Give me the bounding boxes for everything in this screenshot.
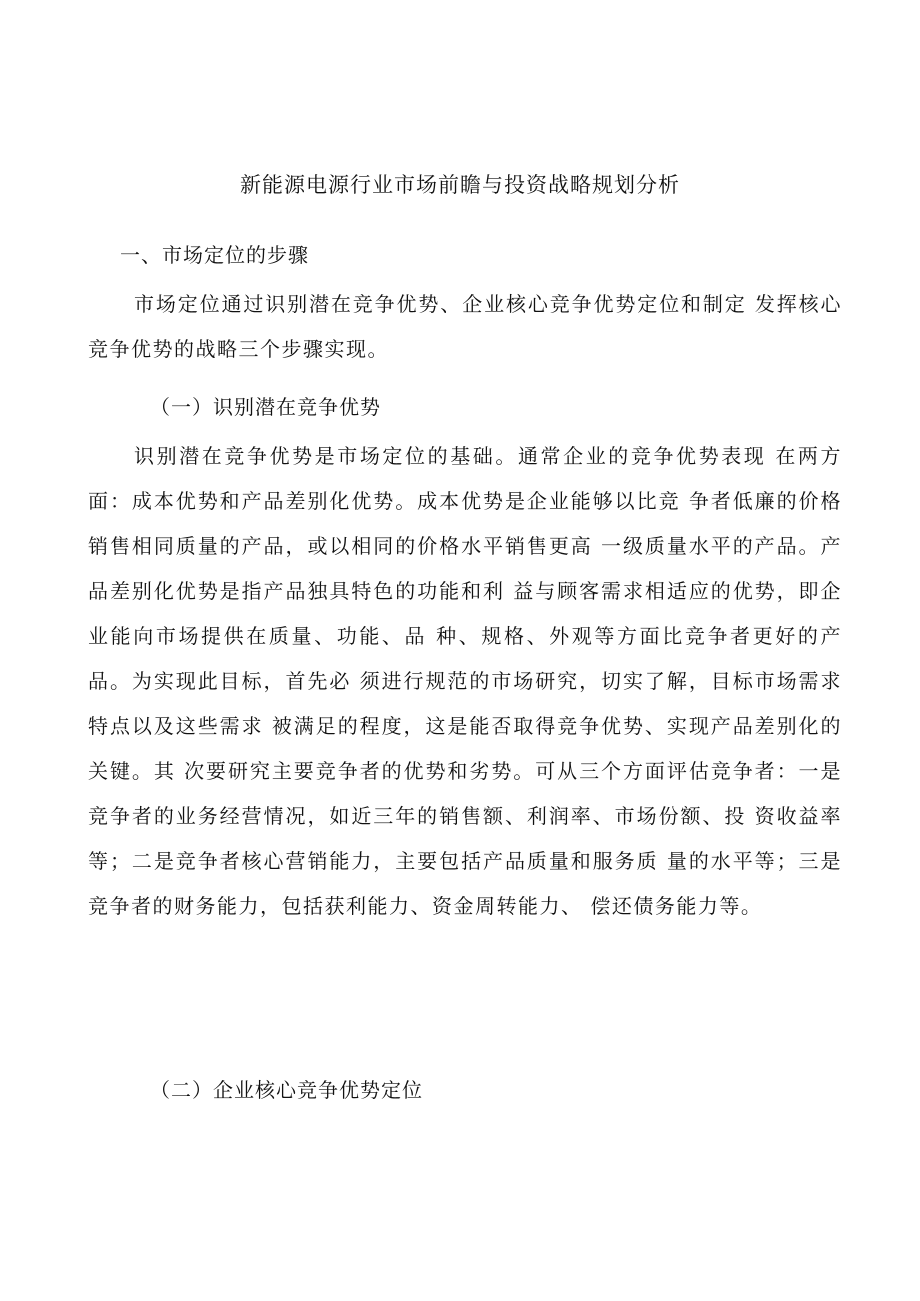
section-heading-market-positioning-steps: 一、市场定位的步骤: [120, 243, 309, 267]
subsection-body-paragraph: 识别潜在竞争优势是市场定位的基础。通常企业的竞争优势表现 在两方面：成本优势和产品差别化优势。成本优势是企业能够以比竞 争者低廉的价格销售相同质量的产品，或以相同的价格水平销售更高 一级质量水平的产品。产品差别化优势是指产品独具特色的功能和利 益与顾客需求相适应的优势，即企业能向市场提供在质量、功能、品 种、规格、外观等方面比竞争者更好的产品。为实现此目标，首先必 须进行规范的市场研究，切实了解，目标市场需求特点以及这些需求 被满足的程度，这是能否取得竞争优势、实现产品差别化的关键。其 次要研究主要竞争者的优势和劣势。可从三个方面评估竞争者：一是 竞争者的业务经营情况，如近三年的销售额、利润率、市场份额、投 资收益率等；二是竞争者核心营销能力，主要包括产品质量和服务质 量的水平等；三是竞争者的财务能力，包括获利能力、资金周转能力、 偿还债务能力等。: [88, 444, 842, 918]
document-title: 新能源电源行业市场前瞻与投资战略规划分析: [240, 173, 680, 197]
section-intro-paragraph: 市场定位通过识别潜在竞争优势、企业核心竞争优势定位和制定 发挥核心竞争优势的战略三个步骤实现。: [88, 292, 842, 361]
subsection-heading-identify-advantages: （一）识别潜在竞争优势: [150, 395, 381, 419]
subsection-heading-core-advantage-positioning: （二）企业核心竞争优势定位: [150, 1078, 423, 1102]
